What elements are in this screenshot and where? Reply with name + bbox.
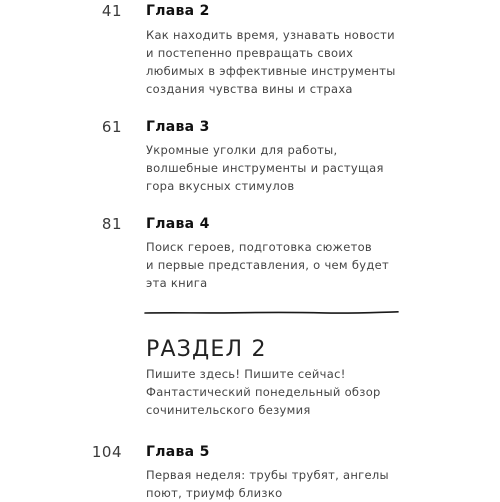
description-line: создания чувства вины и страха <box>146 82 353 96</box>
section-description <box>146 365 436 419</box>
page-number: 81 <box>101 215 122 233</box>
description-line: поют, триумф близко <box>146 486 283 500</box>
page-number: 104 <box>91 443 122 461</box>
chapter-description <box>146 466 436 502</box>
chapter-title: Глава 2 <box>146 3 210 19</box>
page-number: 61 <box>101 118 122 136</box>
chapter-description <box>146 26 436 98</box>
section-divider <box>144 306 400 318</box>
description-line: эта книга <box>146 276 208 290</box>
description-line: сочинительского безумия <box>146 403 311 417</box>
description-line: Фантастический понедельный обзор <box>146 385 381 399</box>
description-line: и первые представления, о чем будет <box>146 258 389 272</box>
section-title: РАЗДЕЛ 2 <box>146 337 267 362</box>
description-line: волшебные инструменты и растущая <box>146 161 384 175</box>
description-line: Укромные уголки для работы, <box>146 143 338 157</box>
chapter-description <box>146 141 436 195</box>
description-line: и постепенно превращать своих <box>146 46 354 60</box>
description-line: Пишите здесь! Пишите сейчас! <box>146 367 346 381</box>
page-number: 41 <box>101 2 122 20</box>
chapter-description <box>146 238 436 292</box>
description-line: Поиск героев, подготовка сюжетов <box>146 240 372 254</box>
description-line: гора вкусных стимулов <box>146 179 295 193</box>
description-line: любимых в эффективные инструменты <box>146 64 396 78</box>
description-line: Первая неделя: трубы трубят, ангелы <box>146 468 389 482</box>
chapter-title: Глава 4 <box>146 216 210 232</box>
chapter-title: Глава 3 <box>146 119 210 135</box>
chapter-title: Глава 5 <box>146 444 210 460</box>
description-line: Как находить время, узнавать новости <box>146 28 395 42</box>
